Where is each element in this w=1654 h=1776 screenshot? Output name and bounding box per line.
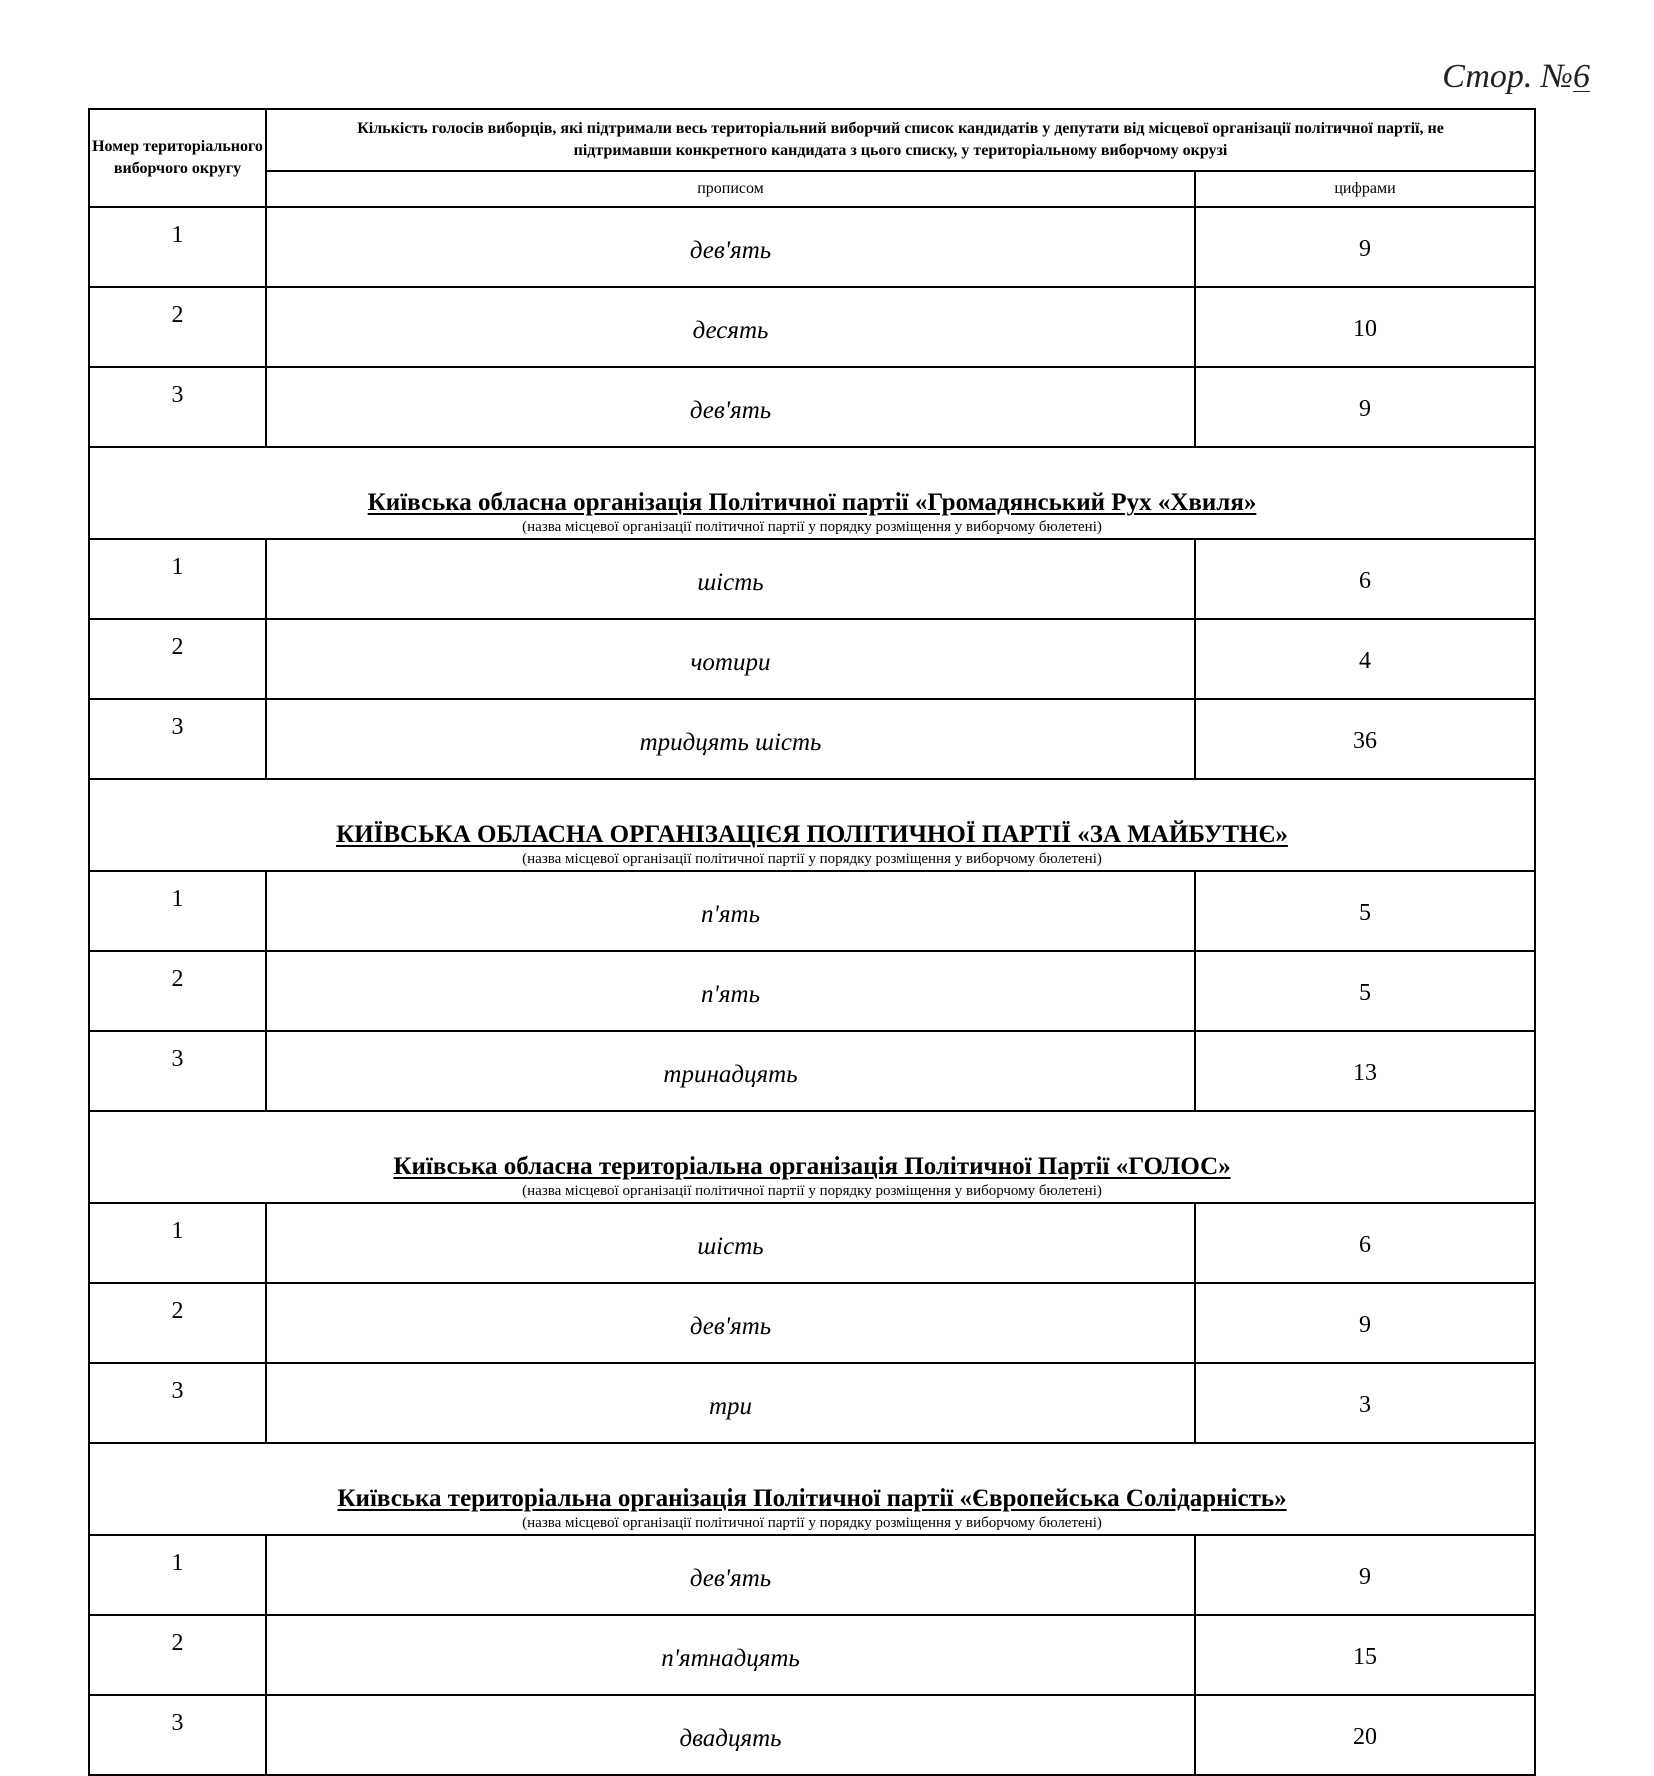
district-number-cell: 2 (89, 1283, 266, 1363)
votes-in-digits-cell: 20 (1195, 1695, 1535, 1775)
district-number-cell: 2 (89, 619, 266, 699)
district-number-cell: 3 (89, 1695, 266, 1775)
party-cell (89, 447, 1535, 539)
page-number-label: Стор. № (1442, 58, 1573, 95)
table-row (89, 1363, 1535, 1443)
table-row (89, 1203, 1535, 1283)
district-number-cell: 3 (89, 699, 266, 779)
votes-in-words-cell: п'ять (266, 871, 1195, 951)
party-name: КИЇВСЬКА ОБЛАСНА ОРГАНІЗАЦІЄЯ ПОЛІТИЧНОЇ ПАРТІЇ «ЗА МАЙБУТНЄ» (336, 821, 1288, 848)
votes-in-digits-cell: 36 (1195, 699, 1535, 779)
table-row (89, 1615, 1535, 1695)
votes-in-words-cell: п'ятнадцять (266, 1615, 1195, 1695)
table-row (89, 1283, 1535, 1363)
party-row (89, 1443, 1535, 1535)
table-row (89, 619, 1535, 699)
results-table-body (89, 109, 1535, 1775)
votes-in-words-cell: дев'ять (266, 367, 1195, 447)
party-row (89, 1111, 1535, 1203)
party-name-caption: (назва місцевої організації політичної партії у порядку розміщення у виборчому бюлетені) (522, 1515, 1102, 1531)
party-name: Київська обласна територіальна організація Політичної Партії «ГОЛОС» (393, 1153, 1231, 1180)
votes-in-digits-cell: 4 (1195, 619, 1535, 699)
votes-in-digits-cell: 9 (1195, 1283, 1535, 1363)
table-row (89, 539, 1535, 619)
party-cell (89, 1111, 1535, 1203)
votes-in-digits-cell: 13 (1195, 1031, 1535, 1111)
page-number-value: 6 (1573, 58, 1590, 95)
votes-in-digits-cell: 5 (1195, 951, 1535, 1031)
party-row (89, 779, 1535, 871)
votes-in-words-cell: двадцять (266, 1695, 1195, 1775)
district-number-cell: 3 (89, 1031, 266, 1111)
district-column-header: Номер територіального виборчого округу (89, 109, 266, 207)
table-row (89, 951, 1535, 1031)
votes-in-digits-cell: 10 (1195, 287, 1535, 367)
party-name-caption: (назва місцевої організації політичної партії у порядку розміщення у виборчому бюлетені) (522, 1183, 1102, 1199)
votes-in-words-cell: тринадцять (266, 1031, 1195, 1111)
votes-in-words-cell: п'ять (266, 951, 1195, 1031)
votes-in-digits-cell: 6 (1195, 1203, 1535, 1283)
votes-in-digits-cell: 9 (1195, 207, 1535, 287)
votes-in-digits-cell: 6 (1195, 539, 1535, 619)
votes-in-digits-cell: 3 (1195, 1363, 1535, 1443)
table-subheader-row (89, 171, 1535, 207)
district-number-cell: 2 (89, 1615, 266, 1695)
district-number-cell: 3 (89, 367, 266, 447)
words-column-header: прописом (266, 171, 1195, 207)
votes-in-words-cell: дев'ять (266, 1283, 1195, 1363)
party-name: Київська територіальна організація Політичної партії «Європейська Солідарність» (337, 1485, 1287, 1512)
votes-in-words-cell: шість (266, 539, 1195, 619)
votes-in-words-cell: дев'ять (266, 207, 1195, 287)
votes-in-words-cell: шість (266, 1203, 1195, 1283)
district-number-cell: 1 (89, 207, 266, 287)
votes-column-header: Кількість голосів виборців, які підтримали весь територіальний виборчий список кандидатів у депутати від місцевої організації політичної партії, не підтримавши конкретного кандидата з цього списку, у територіальному виборчому окрузі (266, 109, 1535, 171)
district-number-cell: 1 (89, 1203, 266, 1283)
party-row (89, 447, 1535, 539)
party-name-caption: (назва місцевої організації політичної партії у порядку розміщення у виборчому бюлетені) (522, 519, 1102, 535)
votes-in-words-cell: три (266, 1363, 1195, 1443)
district-number-cell: 3 (89, 1363, 266, 1443)
votes-in-digits-cell: 15 (1195, 1615, 1535, 1695)
digits-column-header: цифрами (1195, 171, 1535, 207)
district-number-cell: 1 (89, 1535, 266, 1615)
page-number (1442, 58, 1590, 96)
party-name-caption: (назва місцевої організації політичної партії у порядку розміщення у виборчому бюлетені) (522, 851, 1102, 867)
district-number-cell: 2 (89, 951, 266, 1031)
votes-in-words-cell: тридцять шість (266, 699, 1195, 779)
results-table (88, 108, 1536, 1776)
table-row (89, 871, 1535, 951)
table-row (89, 1535, 1535, 1615)
votes-in-digits-cell: 9 (1195, 367, 1535, 447)
table-row (89, 1031, 1535, 1111)
table-row (89, 699, 1535, 779)
votes-in-digits-cell: 9 (1195, 1535, 1535, 1615)
votes-in-words-cell: десять (266, 287, 1195, 367)
table-row (89, 287, 1535, 367)
votes-in-words-cell: чотири (266, 619, 1195, 699)
party-cell (89, 779, 1535, 871)
district-number-cell: 1 (89, 871, 266, 951)
table-row (89, 207, 1535, 287)
table-row (89, 367, 1535, 447)
party-name: Київська обласна організація Політичної партії «Громадянський Рух «Хвиля» (367, 489, 1257, 516)
district-number-cell: 2 (89, 287, 266, 367)
table-row (89, 1695, 1535, 1775)
district-number-cell: 1 (89, 539, 266, 619)
votes-in-digits-cell: 5 (1195, 871, 1535, 951)
votes-in-words-cell: дев'ять (266, 1535, 1195, 1615)
party-cell (89, 1443, 1535, 1535)
table-header-row (89, 109, 1535, 171)
